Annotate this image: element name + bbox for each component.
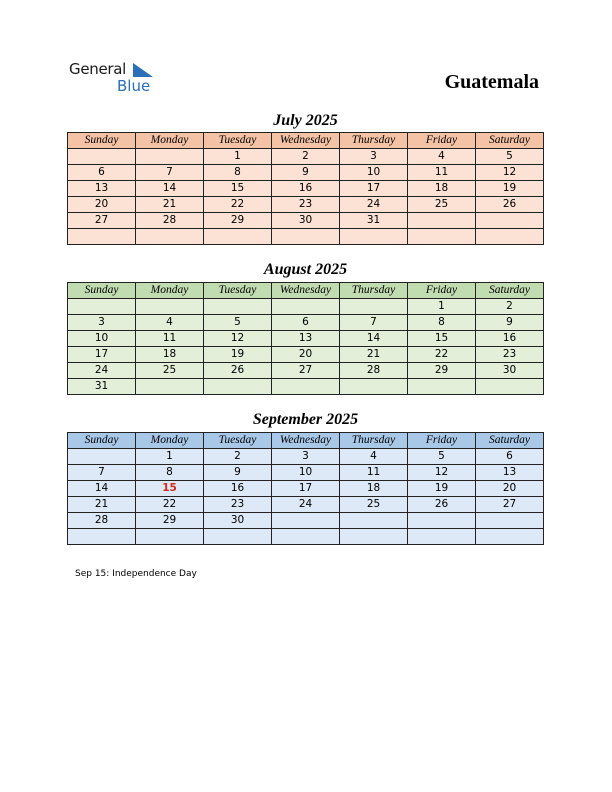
day-cell <box>204 299 272 315</box>
day-cell: 2 <box>204 449 272 465</box>
day-cell <box>340 513 408 529</box>
weekday-header-row <box>68 433 544 449</box>
weekday-header: Sunday <box>68 433 136 449</box>
day-cell: 5 <box>408 449 476 465</box>
day-cell: 28 <box>136 213 204 229</box>
weekday-header-row <box>68 283 544 299</box>
day-cell: 15 <box>204 181 272 197</box>
week-row <box>68 315 544 331</box>
day-cell: 21 <box>340 347 408 363</box>
month-title-september: September 2025 <box>252 411 359 428</box>
weekday-header: Sunday <box>68 133 136 149</box>
day-cell: 16 <box>204 481 272 497</box>
week-row <box>68 529 544 545</box>
week-row <box>68 331 544 347</box>
day-cell: 22 <box>136 497 204 513</box>
day-cell: 25 <box>408 197 476 213</box>
day-cell <box>136 229 204 245</box>
month-title-august: August 2025 <box>263 261 348 278</box>
day-cell: 19 <box>408 481 476 497</box>
day-cell: 6 <box>272 315 340 331</box>
day-cell: 26 <box>408 497 476 513</box>
weekday-header: Thursday <box>340 133 408 149</box>
day-cell: 30 <box>476 363 544 379</box>
day-cell: 22 <box>204 197 272 213</box>
day-cell: 25 <box>136 363 204 379</box>
weekday-header-row <box>68 133 544 149</box>
day-cell: 14 <box>136 181 204 197</box>
weekday-header: Wednesday <box>272 433 340 449</box>
day-cell: 27 <box>68 213 136 229</box>
day-cell: 6 <box>476 449 544 465</box>
weekday-header: Tuesday <box>204 133 272 149</box>
day-cell: 20 <box>272 347 340 363</box>
holiday-day-cell: 15 <box>136 481 204 497</box>
country-title: Guatemala <box>444 71 539 93</box>
day-cell: 23 <box>204 497 272 513</box>
day-cell: 16 <box>476 331 544 347</box>
month-title-july: July 2025 <box>273 112 338 129</box>
day-cell: 31 <box>68 379 136 395</box>
day-cell: 23 <box>272 197 340 213</box>
weekday-header: Monday <box>136 433 204 449</box>
day-cell: 25 <box>340 497 408 513</box>
blue-triangle-flag-icon <box>133 63 153 77</box>
day-cell <box>204 229 272 245</box>
day-cell: 4 <box>408 149 476 165</box>
weekday-header: Sunday <box>68 283 136 299</box>
day-cell: 26 <box>204 363 272 379</box>
day-cell: 10 <box>272 465 340 481</box>
day-cell: 17 <box>340 181 408 197</box>
day-cell: 28 <box>68 513 136 529</box>
day-cell: 15 <box>408 331 476 347</box>
day-cell <box>408 229 476 245</box>
day-cell: 24 <box>340 197 408 213</box>
day-cell: 8 <box>408 315 476 331</box>
weekday-header: Monday <box>136 283 204 299</box>
day-cell: 7 <box>68 465 136 481</box>
week-row <box>68 513 544 529</box>
day-cell: 13 <box>476 465 544 481</box>
day-cell <box>408 213 476 229</box>
logo-word-general: General <box>69 60 127 78</box>
week-row <box>68 181 544 197</box>
day-cell: 30 <box>204 513 272 529</box>
day-cell <box>136 379 204 395</box>
day-cell <box>408 529 476 545</box>
day-cell <box>204 529 272 545</box>
week-row <box>68 449 544 465</box>
day-cell: 19 <box>476 181 544 197</box>
day-cell <box>340 229 408 245</box>
logo-word-blue: Blue <box>117 77 151 95</box>
day-cell: 24 <box>272 497 340 513</box>
weekday-header: Monday <box>136 133 204 149</box>
day-cell: 14 <box>68 481 136 497</box>
day-cell <box>408 513 476 529</box>
weekday-header: Saturday <box>476 283 544 299</box>
day-cell <box>340 379 408 395</box>
day-cell: 17 <box>272 481 340 497</box>
day-cell <box>476 379 544 395</box>
week-row <box>68 497 544 513</box>
day-cell: 31 <box>340 213 408 229</box>
day-cell: 10 <box>340 165 408 181</box>
holiday-note: Sep 15: Independence Day <box>75 569 197 579</box>
day-cell: 8 <box>136 465 204 481</box>
day-cell: 19 <box>204 347 272 363</box>
day-cell: 10 <box>68 331 136 347</box>
day-cell: 29 <box>204 213 272 229</box>
weekday-header: Saturday <box>476 133 544 149</box>
day-cell: 21 <box>136 197 204 213</box>
weekday-header: Thursday <box>340 433 408 449</box>
day-cell: 20 <box>68 197 136 213</box>
day-cell: 20 <box>476 481 544 497</box>
weekday-header: Saturday <box>476 433 544 449</box>
day-cell <box>68 449 136 465</box>
calendar-september <box>67 432 544 545</box>
day-cell <box>136 149 204 165</box>
day-cell: 2 <box>476 299 544 315</box>
week-row <box>68 379 544 395</box>
day-cell: 12 <box>204 331 272 347</box>
weekday-header: Wednesday <box>272 133 340 149</box>
day-cell: 27 <box>476 497 544 513</box>
day-cell: 7 <box>136 165 204 181</box>
weekday-header: Tuesday <box>204 283 272 299</box>
week-row <box>68 229 544 245</box>
week-row <box>68 481 544 497</box>
day-cell <box>136 529 204 545</box>
day-cell: 11 <box>340 465 408 481</box>
day-cell: 16 <box>272 181 340 197</box>
day-cell: 5 <box>204 315 272 331</box>
day-cell: 18 <box>340 481 408 497</box>
day-cell <box>136 299 204 315</box>
day-cell: 9 <box>476 315 544 331</box>
day-cell: 3 <box>68 315 136 331</box>
day-cell: 18 <box>136 347 204 363</box>
calendar-july <box>67 132 544 245</box>
day-cell: 8 <box>204 165 272 181</box>
day-cell: 1 <box>408 299 476 315</box>
day-cell: 7 <box>340 315 408 331</box>
day-cell <box>68 529 136 545</box>
weekday-header: Wednesday <box>272 283 340 299</box>
day-cell: 30 <box>272 213 340 229</box>
day-cell <box>340 299 408 315</box>
day-cell <box>408 379 476 395</box>
day-cell: 29 <box>136 513 204 529</box>
week-row <box>68 149 544 165</box>
day-cell <box>476 213 544 229</box>
week-row <box>68 213 544 229</box>
day-cell <box>272 529 340 545</box>
week-row <box>68 197 544 213</box>
week-row <box>68 363 544 379</box>
day-cell <box>68 299 136 315</box>
day-cell: 24 <box>68 363 136 379</box>
day-cell: 17 <box>68 347 136 363</box>
day-cell: 9 <box>272 165 340 181</box>
day-cell <box>272 229 340 245</box>
day-cell: 23 <box>476 347 544 363</box>
day-cell <box>272 379 340 395</box>
day-cell: 4 <box>340 449 408 465</box>
day-cell: 21 <box>68 497 136 513</box>
day-cell: 5 <box>476 149 544 165</box>
day-cell: 27 <box>272 363 340 379</box>
day-cell: 12 <box>408 465 476 481</box>
day-cell: 13 <box>68 181 136 197</box>
week-row <box>68 299 544 315</box>
day-cell <box>68 229 136 245</box>
week-row <box>68 465 544 481</box>
day-cell <box>476 229 544 245</box>
day-cell: 4 <box>136 315 204 331</box>
day-cell: 3 <box>272 449 340 465</box>
day-cell: 18 <box>408 181 476 197</box>
day-cell: 11 <box>136 331 204 347</box>
day-cell: 2 <box>272 149 340 165</box>
weekday-header: Friday <box>408 283 476 299</box>
day-cell: 28 <box>340 363 408 379</box>
day-cell <box>340 529 408 545</box>
day-cell <box>272 299 340 315</box>
calendar-august <box>67 282 544 395</box>
day-cell <box>68 149 136 165</box>
day-cell: 1 <box>136 449 204 465</box>
weekday-header: Friday <box>408 133 476 149</box>
day-cell: 11 <box>408 165 476 181</box>
day-cell <box>476 513 544 529</box>
week-row <box>68 165 544 181</box>
day-cell <box>476 529 544 545</box>
day-cell: 12 <box>476 165 544 181</box>
day-cell: 9 <box>204 465 272 481</box>
week-row <box>68 347 544 363</box>
day-cell: 14 <box>340 331 408 347</box>
day-cell: 13 <box>272 331 340 347</box>
weekday-header: Tuesday <box>204 433 272 449</box>
day-cell: 1 <box>204 149 272 165</box>
day-cell: 29 <box>408 363 476 379</box>
day-cell: 26 <box>476 197 544 213</box>
day-cell: 6 <box>68 165 136 181</box>
weekday-header: Friday <box>408 433 476 449</box>
day-cell: 22 <box>408 347 476 363</box>
day-cell: 3 <box>340 149 408 165</box>
day-cell <box>272 513 340 529</box>
day-cell <box>204 379 272 395</box>
weekday-header: Thursday <box>340 283 408 299</box>
